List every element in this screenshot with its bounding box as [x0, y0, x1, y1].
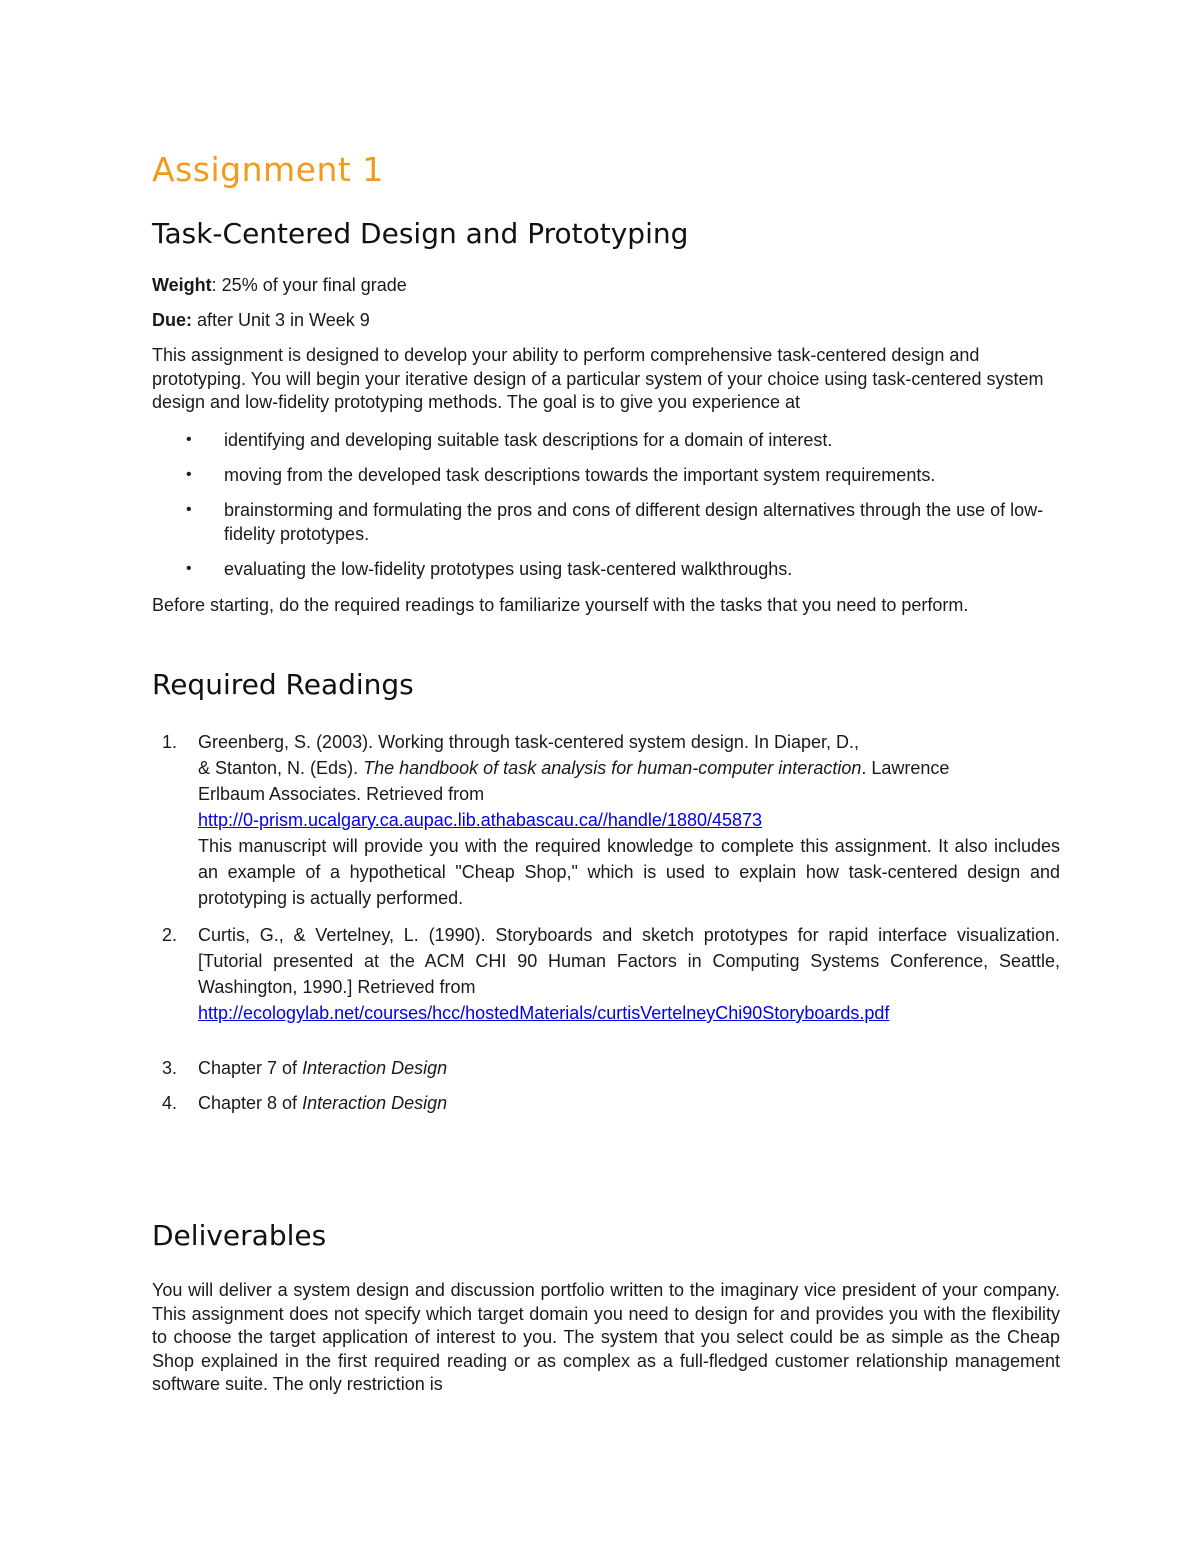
book-title: Interaction Design: [302, 1093, 448, 1113]
readings-list: [152, 729, 1060, 911]
reading-item-1: [152, 729, 1060, 911]
item-number: 2.: [162, 925, 178, 945]
item-number: 3.: [162, 1058, 178, 1078]
due-line: [152, 308, 370, 332]
bullet-icon: •: [186, 466, 192, 483]
readings-list-3: [152, 1055, 1060, 1081]
readings-heading: Required Readings: [152, 668, 414, 701]
item-number: 4.: [162, 1093, 178, 1113]
bullet-icon: •: [186, 501, 192, 518]
list-item: [152, 428, 1060, 452]
reading-item-2: [152, 922, 1060, 1026]
book-title: Interaction Design: [302, 1058, 448, 1078]
reading-note: This manuscript will provide you with the required knowledge to complete this assignment. It also includes an example of a hypothetical "Cheap Shop," which is used to explain how task-centered design and prototyping is actually performed.: [198, 836, 1060, 908]
intro-paragraph: This assignment is designed to develop your ability to perform comprehensive task-centered design and prototyping. You will begin your iterative design of a particular system of your choice using task-centered system design and low-fidelity prototyping methods. The goal is to give you experience at: [152, 345, 1044, 412]
reading-link[interactable]: http://ecologylab.net/courses/hcc/hostedMaterials/curtisVertelneyChi90Storyboards.pdf: [198, 1003, 890, 1023]
reading-line: Greenberg, S. (2003). Working through task-centered system design. In Diaper, D.,: [198, 732, 859, 752]
goals-list: [152, 428, 1060, 592]
reading-text: Chapter 8 of: [198, 1093, 303, 1113]
list-item: [152, 463, 1060, 487]
reading-item-4: [152, 1090, 1060, 1116]
readings-list-2: [152, 922, 1060, 1026]
bullet-text: brainstorming and formulating the pros and cons of different design alternatives through the use of low-fidelity prototypes.: [224, 500, 1044, 544]
list-item: [152, 498, 1060, 546]
assignment-title: Assignment 1: [152, 150, 384, 189]
due-value: after Unit 3 in Week 9: [192, 310, 370, 330]
reading-link[interactable]: http://0-prism.ucalgary.ca.aupac.lib.athabascau.ca//handle/1880/45873: [198, 810, 763, 830]
bullet-text: identifying and developing suitable task descriptions for a domain of interest.: [224, 430, 833, 450]
reading-line: Erlbaum Associates. Retrieved from: [198, 784, 485, 804]
bullet-text: moving from the developed task descriptions towards the important system requirements.: [224, 465, 936, 485]
item-number: 1.: [162, 732, 178, 752]
bullet-icon: •: [186, 431, 192, 448]
citation-suffix: . Lawrence: [861, 758, 950, 778]
reading-text: Curtis, G., & Vertelney, L. (1990). Storyboards and sketch prototypes for rapid interface visualization. [Tutorial presented at the ACM CHI 90 Human Factors in Computing Systems Conference, Seattle, Washington, 1990.] Retrieved from: [198, 925, 1060, 997]
deliverables-heading: Deliverables: [152, 1219, 327, 1252]
list-item: [152, 557, 1060, 581]
weight-label: Weight: [152, 275, 212, 295]
deliverables-paragraph: You will deliver a system design and discussion portfolio written to the imaginary vice president of your company. This assignment does not specify which target domain you need to design for and provides you with the flexibility to choose the target application of interest to you. The system that you select could be as simple as the Cheap Shop explained in the first required reading or as complex as a full-fledged customer relationship management software suite. The only restriction is: [152, 1280, 1060, 1394]
bullet-icon: •: [186, 560, 192, 577]
citation-authors: & Stanton, N. (Eds).: [198, 758, 364, 778]
weight-line: [152, 273, 407, 297]
bullet-text: evaluating the low-fidelity prototypes using task-centered walkthroughs.: [224, 559, 793, 579]
assignment-subtitle: Task-Centered Design and Prototyping: [152, 217, 689, 250]
reading-text: Chapter 7 of: [198, 1058, 303, 1078]
weight-value: : 25% of your final grade: [211, 275, 407, 295]
due-label: Due:: [152, 310, 192, 330]
closing-paragraph: Before starting, do the required readings to familiarize yourself with the tasks that you need to perform.: [152, 595, 969, 615]
readings-list-4: [152, 1090, 1060, 1116]
citation-book-title: The handbook of task analysis for human-computer interaction: [363, 758, 862, 778]
reading-line: [198, 755, 1060, 781]
reading-item-3: [152, 1055, 1060, 1081]
